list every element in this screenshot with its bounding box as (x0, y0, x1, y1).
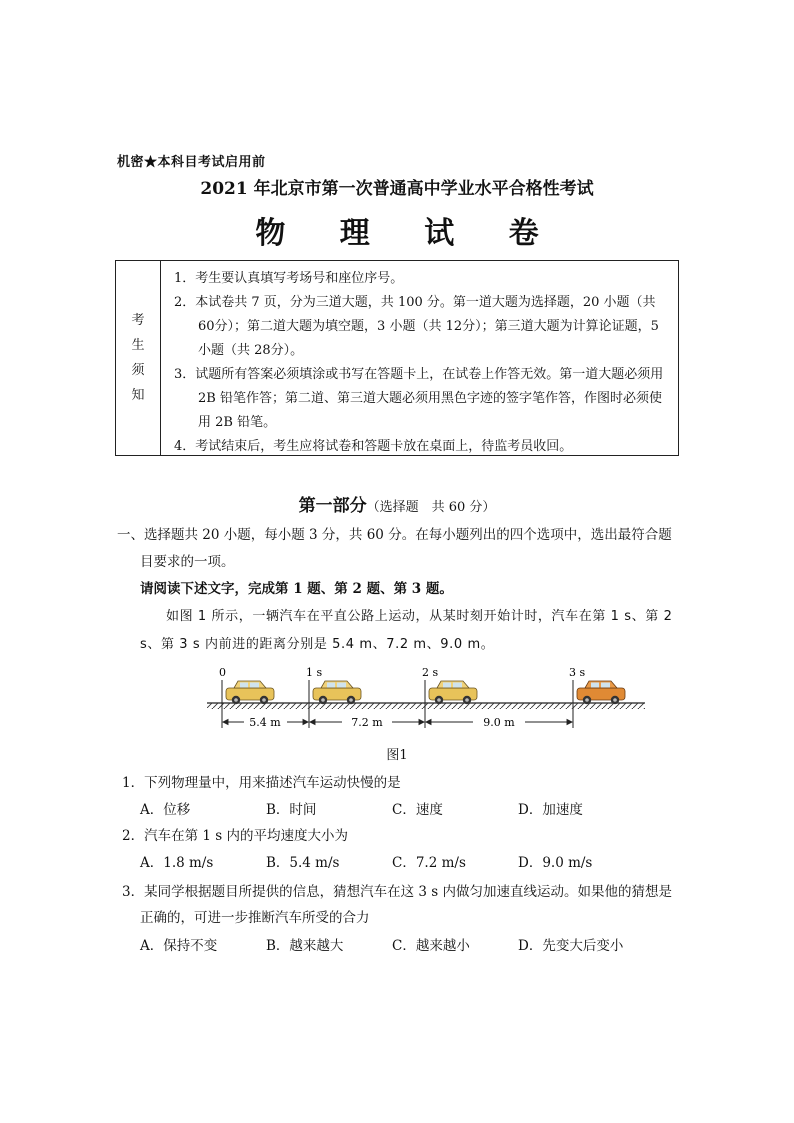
car-icon (226, 681, 274, 704)
question-3-stem-cont: 正确的，可进一步推断汽车所受的合力 (140, 910, 370, 926)
section-subtitle: （选择题 共 60 分） (366, 500, 496, 515)
time-label: 0 (219, 666, 226, 679)
notice-label-char: 生 (131, 338, 145, 353)
question-1-stem: 1．下列物理量中，用来描述汽车运动快慢的是 (122, 775, 401, 791)
question-2-option-b[interactable]: B．5.4 m/s (266, 855, 340, 871)
exam-name: 2021 年北京市第一次普通高中学业水平合格性考试 (200, 179, 594, 199)
car-icon (577, 681, 625, 704)
notice-item: 3．试题所有答案必须填涂或书写在答题卡上，在试卷上作答无效。第一道大题必须用 2B 铅笔作答；第二道、第三道大题必须用黑色字迹的签字笔作答，作图时必须使用 2B 铅笔。 (174, 367, 664, 430)
figure-caption: 图1 (386, 748, 408, 763)
notice-item: 2．本试卷共 7 页，分为三道大题，共 100 分。第一道大题为选择题，20 小题（共 60分）；第二道大题为填空题，3 小题（共 12分）；第三道大题为计算论证题，5 小题（共 28分）。 (174, 295, 659, 358)
question-3-option-a[interactable]: A．保持不变 (140, 938, 218, 954)
paper-title: 物 理 试 卷 (255, 216, 561, 251)
section-title-main: 第一部分 (298, 496, 367, 516)
car-icon (313, 681, 361, 704)
notice-label-char: 须 (131, 363, 145, 378)
reading-note: 请阅读下述文字，完成第 1 题、第 2 题、第 3 题。 (140, 581, 453, 597)
time-label: 3 s (569, 666, 586, 679)
reading-passage: 如图 1 所示，一辆汽车在平直公路上运动，从某时刻开始计时，汽车在第 1 s、第 2 s、第 3 s 内前进的距离分别是 5.4 m、7.2 m、9.0 m。 (140, 609, 673, 652)
section-instructions-line2: 目要求的一项。 (140, 554, 235, 570)
question-3-option-c[interactable]: C．越来越小 (392, 938, 470, 954)
question-2-option-c[interactable]: C．7.2 m/s (392, 855, 466, 871)
car-icon (429, 681, 477, 704)
confidential-label: 机密★本科目考试启用前 (117, 155, 266, 170)
figure-car-motion (207, 660, 645, 740)
question-2-option-d[interactable]: D．9.0 m/s (518, 855, 593, 871)
question-2-stem: 2．汽车在第 1 s 内的平均速度大小为 (122, 828, 348, 844)
distance-label: 5.4 m (249, 716, 281, 729)
road-hatching (207, 703, 645, 709)
question-2-option-a[interactable]: A．1.8 m/s (140, 855, 214, 871)
time-label: 2 s (422, 666, 439, 679)
question-3-stem: 3．某同学根据题目所提供的信息，猜想汽车在这 3 s 内做匀加速直线运动。如果他的猜想是 (122, 884, 672, 900)
notice-label-char: 考 (131, 313, 145, 328)
distance-label: 9.0 m (483, 716, 515, 729)
time-label: 1 s (306, 666, 323, 679)
section-instructions-line1: 一、选择题共 20 小题，每小题 3 分，共 60 分。在每小题列出的四个选项中，选出最符合题 (117, 527, 672, 543)
section-title (0, 491, 794, 516)
question-1-option-a[interactable]: A．位移 (140, 802, 191, 818)
question-1-option-c[interactable]: C．速度 (392, 802, 443, 818)
notice-label-char: 知 (131, 388, 145, 403)
question-1-option-d[interactable]: D．加速度 (518, 802, 583, 818)
notice-label (116, 261, 161, 455)
notice-item: 1．考生要认真填写考场号和座位序号。 (174, 271, 404, 286)
notice-item: 4．考试结束后，考生应将试卷和答题卡放在桌面上，待监考员收回。 (174, 439, 573, 454)
notice-items (174, 267, 674, 459)
question-1-option-b[interactable]: B．时间 (266, 802, 317, 818)
candidate-notice-box (115, 260, 679, 456)
question-3-option-b[interactable]: B．越来越大 (266, 938, 344, 954)
question-3-option-d[interactable]: D．先变大后变小 (518, 938, 624, 954)
distance-label: 7.2 m (351, 716, 383, 729)
